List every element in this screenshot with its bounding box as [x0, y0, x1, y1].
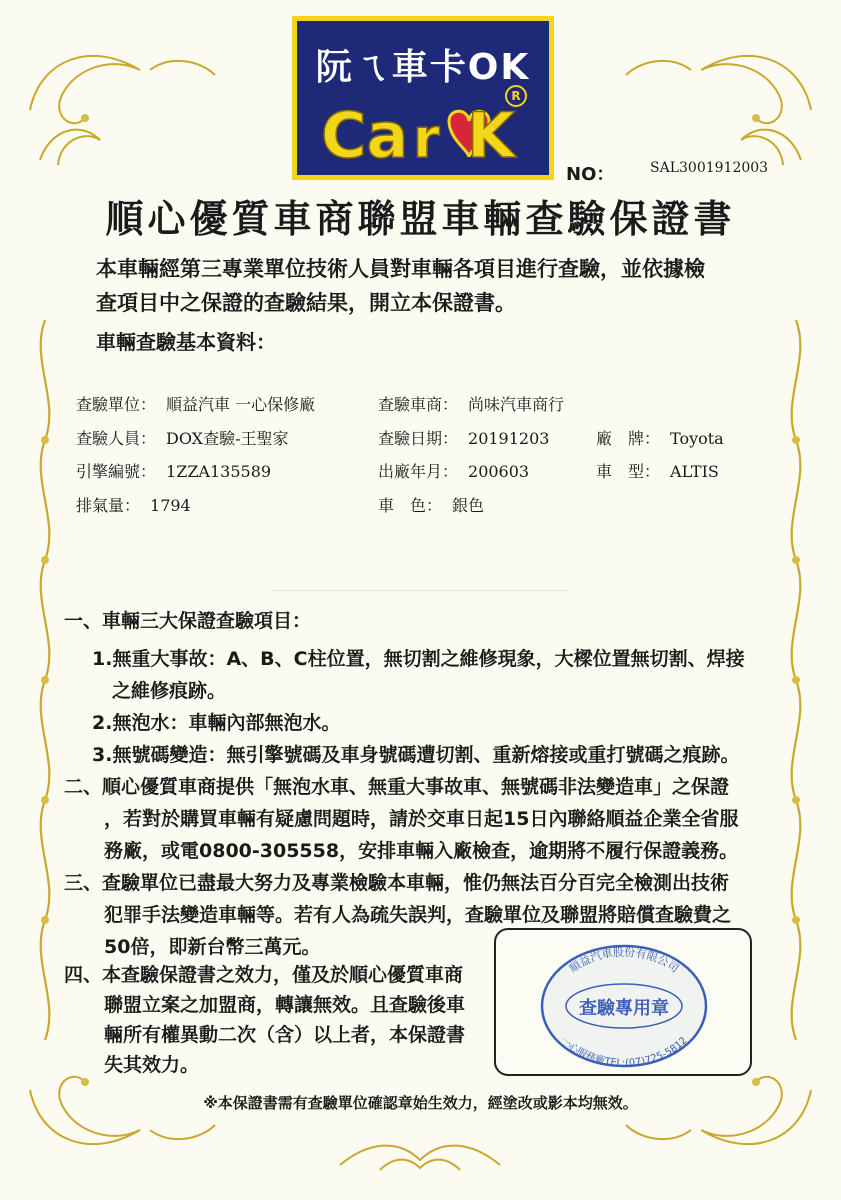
- field-value: ALTIS: [670, 462, 719, 481]
- intro-paragraph: [96, 252, 776, 320]
- field-label: 查驗日期：: [378, 429, 459, 448]
- field-inspection-date: [378, 426, 549, 449]
- term-1-item-1-text: ：A、B、C柱位置，無切割之維修現象，大樑位置無切割、焊接: [207, 648, 745, 670]
- term-1-item-3-title: 3.無號碼變造: [92, 744, 208, 766]
- term-1-item-1-cont: 之維修痕跡。: [112, 680, 227, 702]
- serial-label: NO：: [566, 164, 615, 185]
- field-color: [378, 493, 484, 516]
- intro-line-1: 本車輛經第三專業單位技術人員對車輛各項目進行查驗，並依據檢: [96, 257, 705, 281]
- field-value: 200603: [468, 462, 530, 481]
- term-1-item-1: [92, 644, 745, 675]
- field-label: 查驗單位：: [76, 395, 157, 414]
- registered-mark: R: [505, 85, 527, 107]
- certificate-title: 順心優質車商聯盟車輛查驗保證書: [105, 197, 736, 241]
- term-1-item-3: [92, 740, 739, 771]
- svg-text:r: r: [413, 107, 440, 169]
- field-manufacture-date: [378, 459, 529, 482]
- svg-text:順益汽車股份有限公司: 順益汽車股份有限公司: [566, 945, 682, 976]
- field-label: 車 型：: [596, 462, 661, 481]
- field-value: 1794: [150, 496, 191, 515]
- field-label: 查驗人員：: [76, 429, 157, 448]
- term-1-item-2-title: 2.無泡水: [92, 712, 170, 734]
- svg-text:Ca: Ca: [321, 99, 409, 169]
- field-label: 出廠年月：: [378, 462, 459, 481]
- logo-top-text: 阮ㄟ車卡OK: [315, 47, 531, 88]
- field-inspection-dealer: [378, 392, 564, 415]
- term-4-line-2: 聯盟立案之加盟商，轉讓無效。且查驗後車: [104, 994, 466, 1016]
- term-1-heading: 一、車輛三大保證查驗項目：: [64, 610, 312, 632]
- footer-note: ※本保證書需有查驗單位確認章始生效力，經塗改或影本均無效。: [203, 1094, 638, 1112]
- section-divider: [270, 590, 570, 591]
- field-label: 廠 牌：: [596, 429, 661, 448]
- carok-wordmark: [317, 99, 533, 169]
- term-1-item-2: [92, 708, 340, 739]
- term-2-line-1: 二、順心優質車商提供「無泡水車、無重大事故車、無號碼非法變造車」之保證: [64, 776, 730, 798]
- stamp-frame: [494, 928, 752, 1076]
- svg-text:一心服務廠TEL:(07)725-5812: 一心服務廠TEL:(07)725-5812: [558, 1035, 690, 1070]
- field-label: 排氣量：: [76, 496, 141, 515]
- svg-text:查驗專用章: 查驗專用章: [579, 998, 669, 1019]
- serial-number: SAL3001912003: [650, 160, 769, 176]
- term-4-line-1: 四、本查驗保證書之效力，僅及於順心優質車商: [64, 964, 464, 986]
- term-1-item-2-text: ：車輛內部無泡水。: [169, 712, 341, 734]
- field-brand: [596, 426, 724, 449]
- field-value: DOX查驗-王聖家: [166, 429, 289, 448]
- term-4-line-4: 失其效力。: [104, 1054, 200, 1076]
- field-value: 1ZZA135589: [166, 462, 272, 481]
- field-value: Toyota: [670, 429, 724, 448]
- svg-text:K: K: [467, 99, 516, 169]
- field-inspection-unit: [76, 392, 315, 415]
- inspection-seal: [496, 930, 750, 1074]
- term-3-line-1: 三、查驗單位已盡最大努力及專業檢驗本車輛，惟仍無法百分百完全檢測出技術: [64, 872, 730, 894]
- term-3-line-3: 50倍，即新台幣三萬元。: [104, 936, 321, 958]
- field-inspector: [76, 426, 288, 449]
- field-value: 尚味汽車商行: [468, 395, 565, 414]
- field-label: 查驗車商：: [378, 395, 459, 414]
- term-1-item-3-text: ：無引擎號碼及車身號碼遭切割、重新熔接或重打號碼之痕跡。: [207, 744, 740, 766]
- field-value: 順益汽車 一心保修廠: [166, 395, 316, 414]
- term-2-line-2: ，若對於購買車輛有疑慮問題時，請於交車日起15日內聯絡順益企業全省服: [104, 808, 739, 830]
- intro-line-2: 查項目中之保證的查驗結果，開立本保證書。: [96, 291, 516, 315]
- term-3-line-2: 犯罪手法變造車輛等。若有人為疏失誤判，查驗單位及聯盟將賠償查驗費之: [104, 904, 732, 926]
- field-label: 引擎編號：: [76, 462, 157, 481]
- field-value: 銀色: [452, 496, 485, 515]
- field-model: [596, 459, 719, 482]
- term-4-line-3: 輛所有權異動二次（含）以上者，本保證書: [104, 1024, 466, 1046]
- term-1-item-1-title: 1.無重大事故: [92, 648, 208, 670]
- field-value: 20191203: [468, 429, 550, 448]
- field-label: 車 色：: [378, 496, 443, 515]
- carok-logo: [292, 16, 554, 180]
- basic-info-heading: 車輛查驗基本資料：: [96, 330, 276, 354]
- field-displacement: [76, 493, 191, 516]
- field-engine-no: [76, 459, 271, 482]
- term-2-line-3: 務廠，或電0800-305558，安排車輛入廠檢查，逾期將不履行保證義務。: [104, 840, 739, 862]
